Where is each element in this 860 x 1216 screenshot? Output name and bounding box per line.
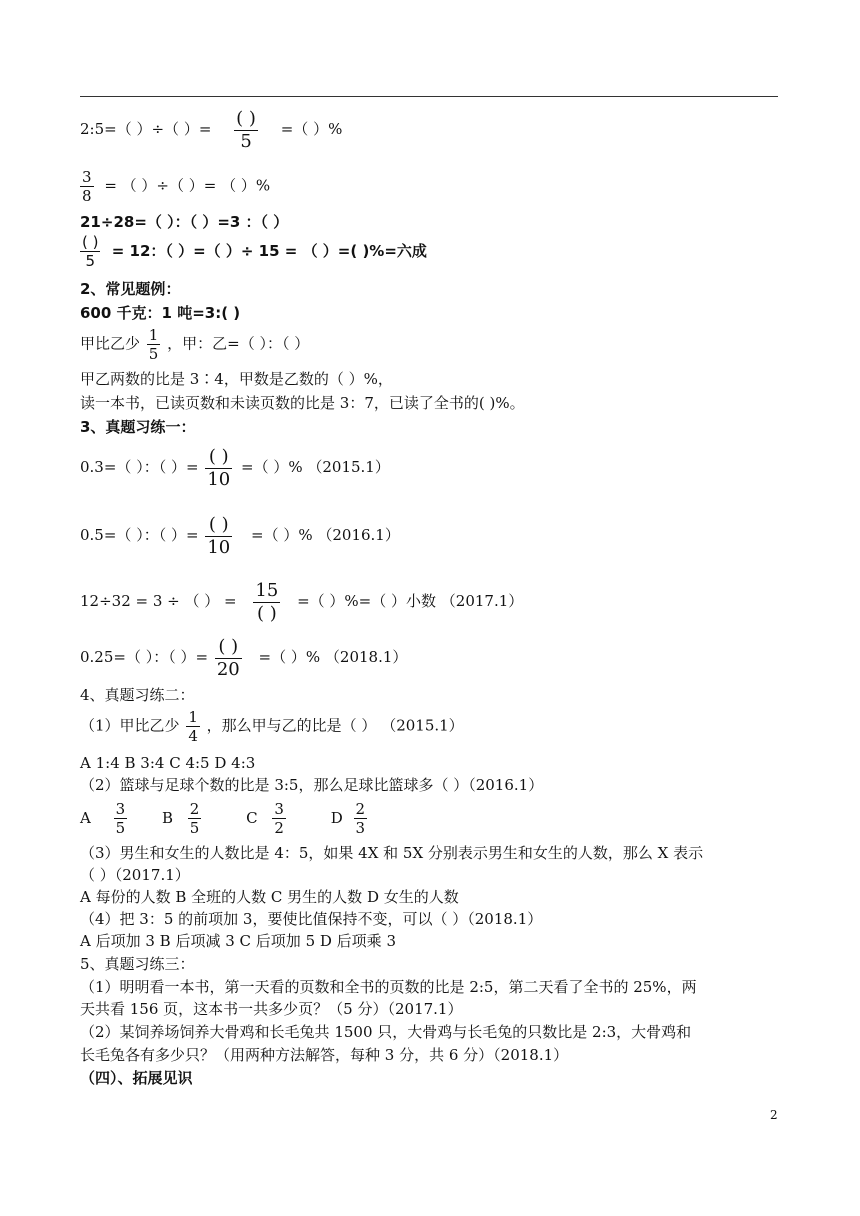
fraction [215, 636, 242, 680]
ratio-row-2 [80, 168, 270, 205]
option-d [330, 800, 367, 837]
question-3-options: A 每份的人数 B 全班的人数 C 男生的人数 D 女生的人数 [80, 888, 459, 906]
example-jia-yi [80, 326, 309, 363]
fraction [80, 233, 100, 270]
fraction-numerator: 1 [148, 326, 159, 344]
fraction-denominator: 5 [240, 130, 252, 152]
drill-lead: 0.5=（ ）：（ ）= [80, 526, 199, 545]
question-2: （2）篮球与足球个数的比是 3:5，那么足球比篮球多（ ）（2016.1） [80, 776, 544, 794]
option-label: C [246, 808, 258, 827]
problem-1-line-2: 天共看 156 页，这本书一共多少页？（5 分）（2017.1） [80, 1000, 463, 1018]
section-heading-2: 2、常见题例： [80, 280, 181, 298]
fraction-numerator: ( ) [82, 233, 99, 251]
fraction [205, 446, 232, 490]
drill-2017 [80, 580, 523, 624]
example-weight-ratio: 600 千克：1 吨=3:( ) [80, 304, 241, 322]
ratio-row-4-tail: = 12：（ ）=（ ）÷ 15 = （ ）=( )%=六成 [111, 242, 427, 260]
fraction-numerator: 2 [189, 800, 200, 818]
section-heading-4: 4、真题习练二： [80, 686, 195, 704]
drill-2018 [80, 636, 407, 680]
fraction-denominator: 5 [115, 819, 126, 837]
question-1 [80, 708, 464, 745]
fraction-denominator: 2 [274, 819, 284, 837]
ratio-row-1-tail: =（ ）% [280, 120, 343, 139]
fraction-numerator: 2 [355, 800, 366, 818]
example-ratio-percent: 甲乙两数的比是 3∶4，甲数是乙数的（ ）%， [80, 370, 393, 388]
drill-lead: 12÷32 = 3 ÷ （ ） = [80, 592, 237, 611]
example-reading: 读一本书，已读页数和未读页数的比是 3：7，已读了全书的( )%。 [80, 394, 525, 412]
fraction [234, 108, 258, 152]
fraction-denominator: 10 [207, 468, 231, 490]
drill-tail: =（ ）%=（ ）小数 （2017.1） [297, 592, 524, 611]
drill-tail: =（ ）% （2015.1） [241, 458, 390, 477]
section-heading-extension: （四）、拓展见识 [80, 1069, 193, 1087]
question-1-lead: （1）甲比乙少 [80, 716, 180, 735]
fraction-numerator: ( ) [205, 446, 232, 469]
example-jia-yi-tail: ，甲：乙=（ ）：（ ） [167, 334, 310, 353]
question-3: （3）男生和女生的人数比是 4：5，如果 4X 和 5X 分别表示男生和女生的人数，那么 X 表示 [80, 844, 704, 862]
header-rule [80, 96, 778, 97]
fraction-numerator: ( ) [215, 636, 242, 659]
fraction [80, 168, 94, 205]
drill-lead: 0.3=（ ）：（ ）= [80, 458, 199, 477]
problem-2-line-1: （2）某饲养场饲养大骨鸡和长毛兔共 1500 只，大骨鸡与长毛兔的只数比是 2:3，大骨鸡和 [80, 1023, 692, 1041]
fraction [272, 800, 286, 837]
question-3-continued: （ ）（2017.1） [80, 866, 190, 884]
option-label: A [80, 808, 91, 827]
fraction [186, 708, 200, 745]
drill-tail: =（ ）% （2016.1） [251, 526, 400, 545]
fraction-denominator: 20 [216, 658, 240, 680]
question-2-options [80, 800, 367, 837]
option-b [161, 800, 246, 837]
fraction-numerator: 15 [255, 580, 279, 601]
option-label: B [161, 808, 173, 827]
question-4-options: A 后项加 3 B 后项减 3 C 后项加 5 D 后项乘 3 [80, 932, 396, 950]
section-heading-5: 5、真题习练三： [80, 955, 195, 973]
drill-2016 [80, 514, 400, 558]
fraction-denominator: 4 [188, 727, 198, 745]
fraction [147, 326, 161, 363]
example-jia-yi-lead: 甲比乙少 [80, 334, 141, 353]
ratio-row-2-tail: = （ ）÷（ ）= （ ）% [104, 176, 271, 195]
fraction-denominator: 3 [355, 819, 366, 837]
fraction-numerator: ( ) [236, 108, 256, 129]
question-4: （4）把 3：5 的前项加 3，要使比值保持不变，可以（ ）（2018.1） [80, 910, 543, 928]
fraction-denominator: ( ) [256, 602, 277, 624]
drill-lead: 0.25=（ ）：（ ）= [80, 648, 209, 667]
fraction-numerator: 3 [82, 168, 92, 186]
fraction-numerator: 1 [188, 708, 198, 726]
problem-1-line-1: （1）明明看一本书，第一天看的页数和全书的页数的比是 2:5，第二天看了全书的 25%，两 [80, 978, 697, 996]
drill-2015 [80, 446, 390, 490]
option-label: D [330, 808, 343, 827]
fraction-denominator: 5 [189, 819, 200, 837]
fraction [253, 580, 280, 624]
fraction [114, 800, 128, 837]
ratio-row-1 [80, 108, 342, 152]
option-a [80, 800, 162, 837]
section-heading-3: 3、真题习练一： [80, 418, 196, 436]
fraction-numerator: 3 [274, 800, 284, 818]
fraction-numerator: ( ) [205, 514, 232, 537]
fraction-denominator: 10 [207, 536, 231, 558]
page-number: 2 [770, 1108, 778, 1122]
fraction [354, 800, 368, 837]
ratio-row-4 [80, 233, 427, 270]
fraction-denominator: 5 [85, 252, 96, 270]
fraction-denominator: 8 [82, 187, 92, 205]
ratio-row-1-lead: 2:5=（ ）÷（ ）= [80, 120, 212, 139]
fraction-numerator: 3 [115, 800, 126, 818]
ratio-row-3: 21÷28=（ ）：（ ）=3 ：（ ） [80, 213, 289, 231]
option-c [246, 800, 331, 837]
problem-2-line-2: 长毛兔各有多少只？（用两种方法解答，每种 3 分，共 6 分）（2018.1） [80, 1046, 569, 1064]
fraction-denominator: 5 [148, 345, 159, 363]
question-1-tail: ，那么甲与乙的比是（ ） （2015.1） [206, 716, 464, 735]
drill-tail: =（ ）% （2018.1） [258, 648, 408, 667]
fraction [188, 800, 202, 837]
fraction [205, 514, 232, 558]
question-1-options: A 1:4 B 3:4 C 4:5 D 4:3 [80, 754, 256, 772]
